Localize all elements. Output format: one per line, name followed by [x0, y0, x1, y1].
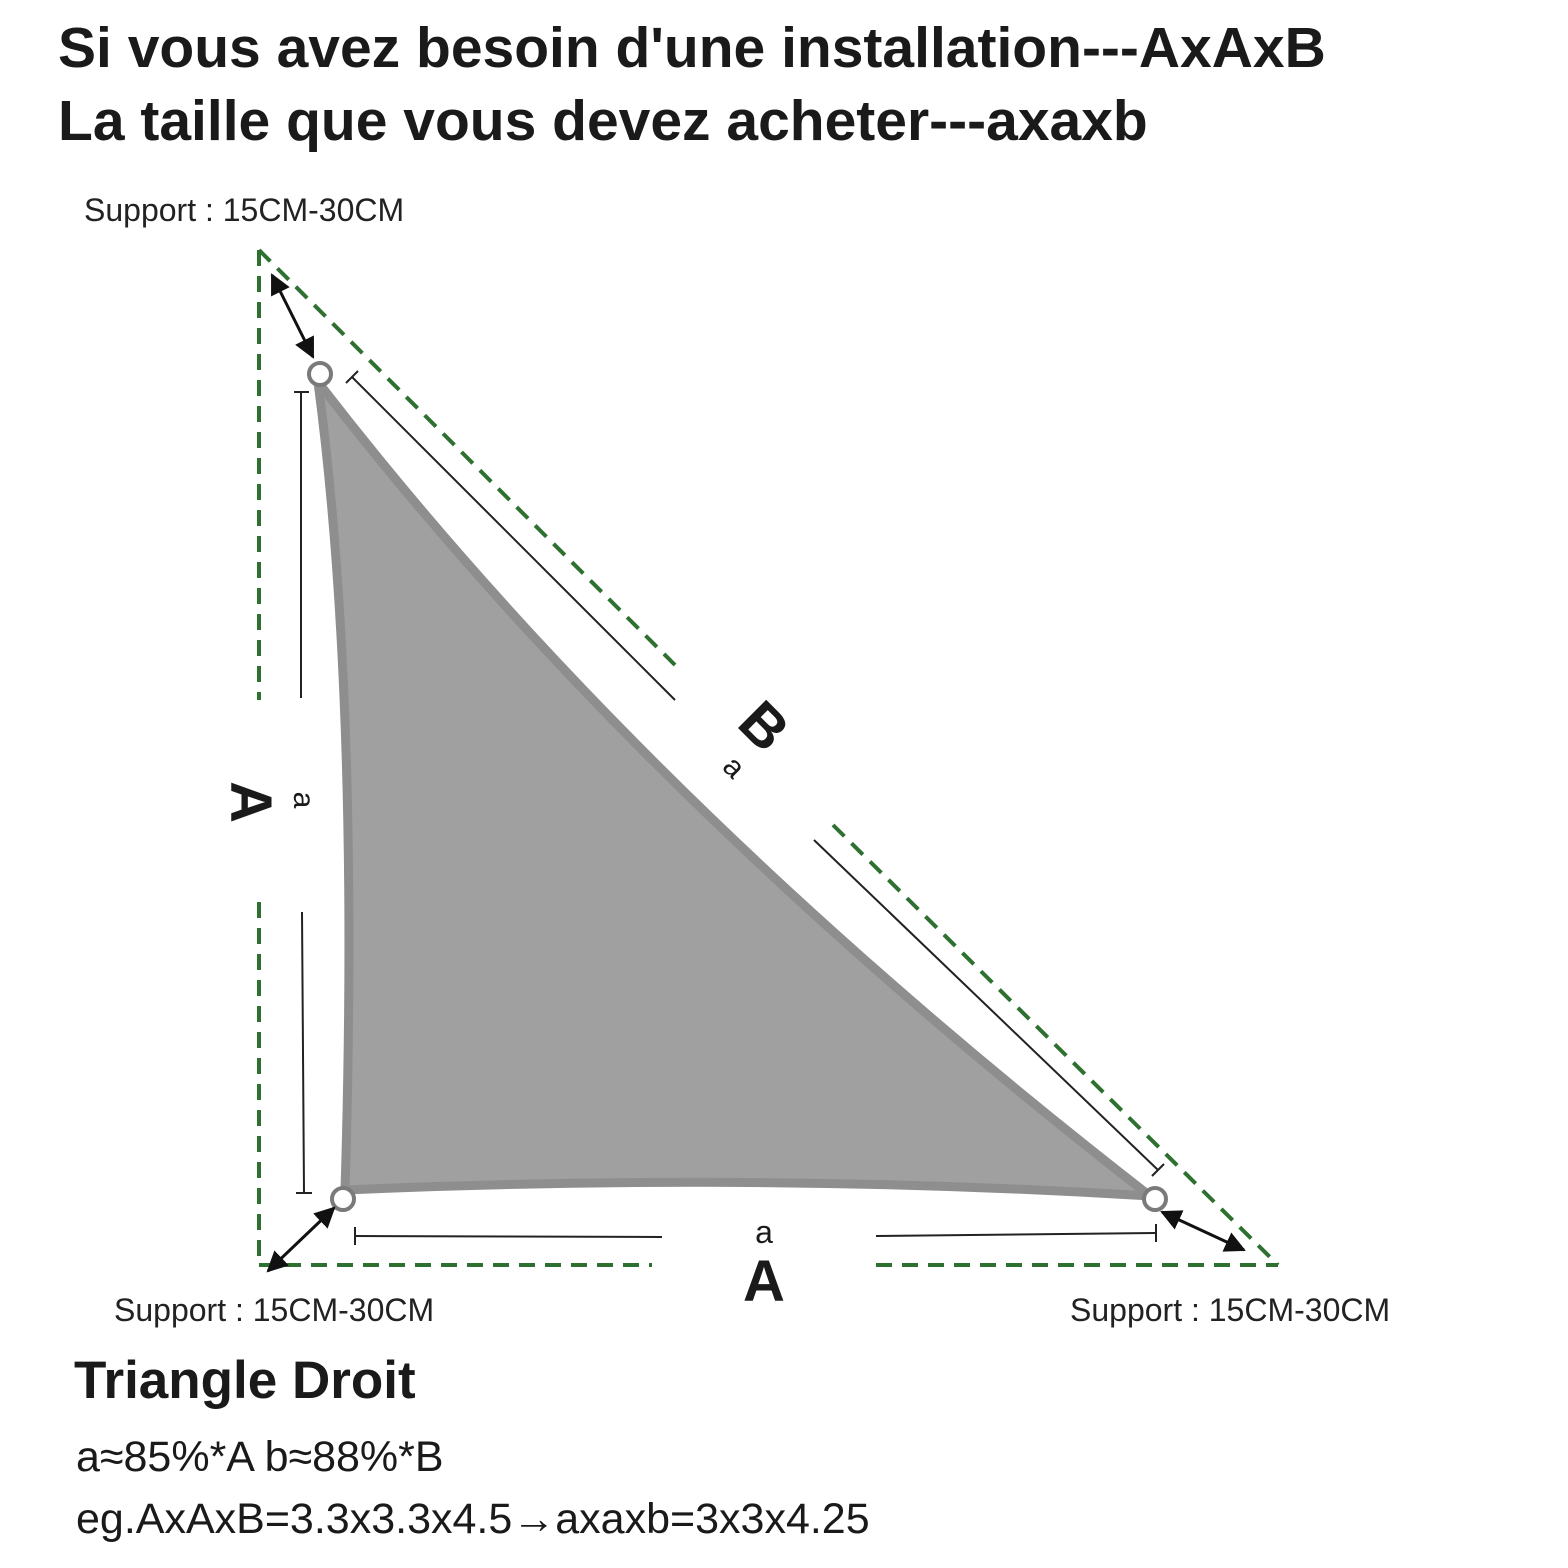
- ring-bottom-right-icon: [1144, 1188, 1166, 1210]
- support-label-top-left: Support : 15CM-30CM: [84, 192, 405, 228]
- sail-shape: [318, 382, 1150, 1196]
- shape-title: Triangle Droit: [74, 1351, 416, 1410]
- label-left-sail: a: [287, 791, 320, 809]
- ratio-formula: a≈85%*A b≈88%*B: [76, 1433, 444, 1481]
- label-bottom-install: A: [743, 1249, 785, 1314]
- label-hyp-sail: a: [716, 749, 752, 785]
- example-formula: eg.AxAxB=3.3x3.3x4.5→axaxb=3x3x4.25: [76, 1495, 870, 1543]
- support-arrow-bottom-left: [268, 1208, 334, 1271]
- header-line-purchase: La taille que vous devez acheter---axaxb: [58, 89, 1148, 153]
- label-hyp-install: B: [725, 688, 802, 765]
- support-label-bottom-left: Support : 15CM-30CM: [114, 1292, 435, 1328]
- support-label-bottom-right: Support : 15CM-30CM: [1070, 1292, 1391, 1328]
- support-arrow-top: [272, 275, 313, 357]
- label-bottom-sail: a: [755, 1214, 773, 1250]
- header-line-install: Si vous avez besoin d'une installation---AxAxB: [58, 16, 1326, 80]
- ring-bottom-left-icon: [332, 1188, 354, 1210]
- ring-top-icon: [309, 363, 331, 385]
- label-left-install: A: [218, 781, 283, 823]
